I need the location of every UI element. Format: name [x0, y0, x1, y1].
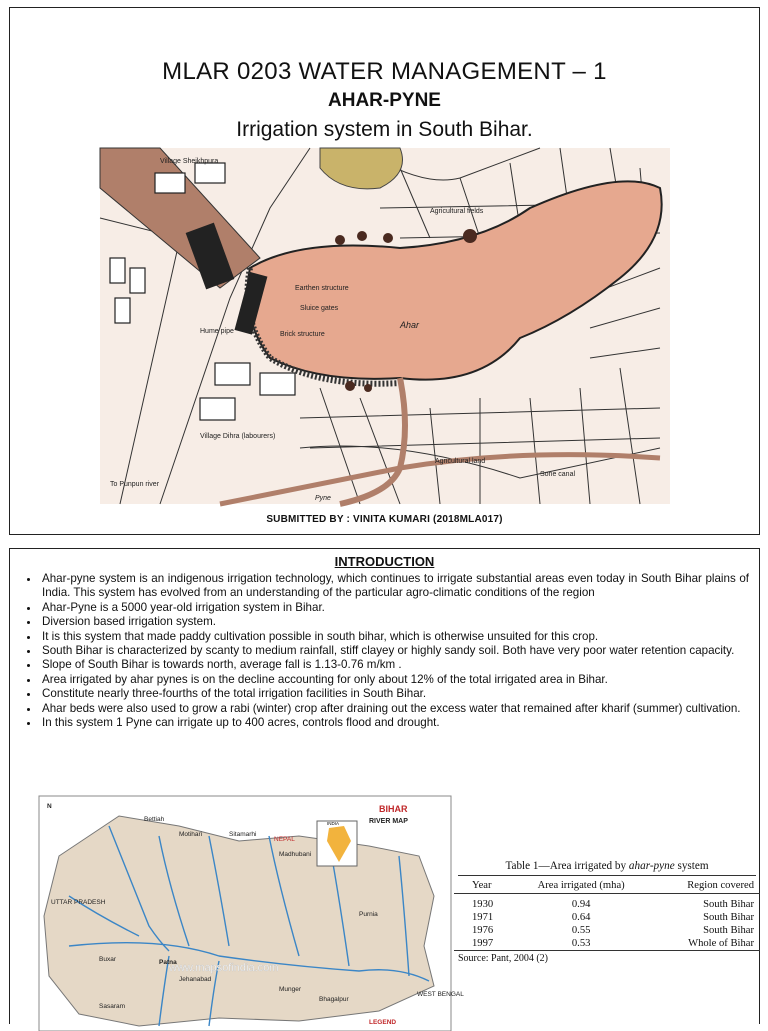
map-title: BIHAR — [379, 804, 408, 814]
label-fields: Agricultural fields — [430, 208, 484, 215]
bullet-list — [24, 572, 749, 730]
irrigation-table — [454, 858, 760, 998]
map-place-purnia: Purnia — [359, 911, 378, 918]
map-india-label: INDIA — [327, 821, 340, 826]
col-header: Area irrigated (mha) — [537, 880, 625, 891]
introduction-slide — [9, 548, 760, 1024]
map-place-munger: Munger — [279, 986, 302, 993]
bullet-item: • Diversion based irrigation system. — [40, 615, 749, 629]
label-village-bottom: Village Dihra (labourers) — [200, 433, 276, 440]
map-legend-label: LEGEND — [369, 1019, 397, 1026]
table-source: Source: Pant, 2004 (2) — [458, 953, 548, 964]
course-title: MLAR 0203 WATER MANAGEMENT – 1 — [162, 58, 607, 85]
section-heading: INTRODUCTION — [334, 554, 435, 569]
table-row — [454, 894, 760, 912]
table-row — [454, 924, 760, 937]
cell-region: Whole of Bihar — [688, 938, 754, 949]
bullet-item: • Constitute nearly three-fourths of the total irrigation facilities in South Bihar. — [40, 687, 749, 701]
table-caption-suffix: system — [674, 860, 709, 872]
label-sluice: Sluice gates — [300, 305, 339, 312]
cell-region: South Bihar — [703, 925, 754, 936]
topic-title: AHAR-PYNE — [328, 90, 441, 111]
table-caption-prefix: Table 1—Area irrigated by — [505, 860, 629, 872]
bullet-item: • Ahar beds were also used to grow a rabi (winter) crop after draining out the excess water that remained after kharif (summer) cultivation. — [40, 702, 749, 716]
map-place-madhubani: Madhubani — [279, 851, 312, 858]
cell-year: 1930 — [472, 899, 494, 910]
cell-year: 1997 — [472, 938, 494, 949]
map-place-jehanabad: Jehanabad — [179, 976, 212, 983]
bullet-item: • Ahar-Pyne is a 5000 year-old irrigation system in Bihar. — [40, 601, 749, 615]
table-row — [454, 911, 760, 924]
cell-area: 0.55 — [571, 925, 591, 936]
label-brick: Brick structure — [280, 331, 325, 338]
map-nepal-label: NEPAL — [274, 836, 295, 843]
bullet-item: • Slope of South Bihar is towards north, average fall is 1.13-0.76 m/km . — [40, 658, 749, 672]
label-punpun: To Punpun river — [110, 481, 160, 488]
col-header: Year — [472, 880, 492, 891]
map-place-patna: Patna — [159, 959, 177, 966]
map-watermark: www.mapsofindia.com — [169, 962, 279, 974]
label-ahar: Ahar — [400, 320, 420, 330]
bullet-item: • It is this system that made paddy cultivation possible in south bihar, which is otherwise unsuited for this crop. — [40, 630, 749, 644]
cell-region: South Bihar — [703, 912, 754, 923]
bullet-item: • In this system 1 Pyne can irrigate up to 400 acres, controls flood and drought. — [40, 716, 749, 730]
bullet-item: • Area irrigated by ahar pynes is on the decline accounting for only about 12% of the total irrigated area in Bihar. — [40, 673, 749, 687]
cell-area: 0.53 — [571, 938, 591, 949]
label-sone: Sone canal — [540, 471, 576, 478]
label-pyne: Pyne — [315, 495, 331, 502]
label-earthen: Earthen structure — [295, 285, 349, 292]
cell-area: 0.94 — [571, 899, 591, 910]
label-village-top: Village Sheikhpura — [160, 158, 219, 165]
title-slide — [9, 7, 760, 535]
map-up-label: UTTAR PRADESH — [51, 899, 106, 906]
topic-subtitle: Irrigation system in South Bihar. — [236, 118, 533, 141]
bullet-item: • Ahar-pyne system is an indigenous irrigation technology, which continues to irrigate substantial areas even today in South Bihar plains of India. This system has evolved from an understanding of the particular agro-climatic conditions of the region — [40, 572, 749, 601]
map-place-motihari: Motihari — [179, 831, 203, 838]
map-place-sasaram: Sasaram — [99, 1003, 126, 1010]
table-caption — [454, 860, 760, 872]
cell-region: South Bihar — [703, 899, 754, 910]
bihar-river-map — [39, 796, 464, 1031]
map-place-sitamarhi: Sitamarhi — [229, 831, 257, 838]
submitted-by: SUBMITTED BY : VINITA KUMARI (2018MLA017) — [266, 514, 503, 525]
map-north-label: N — [47, 803, 52, 810]
map-place-bhagalpur: Bhagalpur — [319, 996, 349, 1003]
table-row — [454, 937, 760, 951]
label-agri-land: Agricultural land — [435, 458, 486, 465]
data-table — [454, 876, 760, 951]
cell-year: 1976 — [472, 925, 494, 936]
map-place-bettiah: Bettiah — [144, 816, 165, 823]
map-subtitle: RIVER MAP — [369, 818, 408, 825]
col-header: Region covered — [687, 880, 754, 891]
cell-year: 1971 — [472, 912, 494, 923]
table-caption-em: ahar-pyne — [628, 860, 675, 872]
map-place-buxar: Buxar — [99, 956, 116, 963]
cell-area: 0.64 — [571, 912, 591, 923]
map-wb-label: WEST BENGAL — [417, 991, 464, 998]
bullet-item: • South Bihar is characterized by scanty to medium rainfall, stiff clayey or highly sandy soil. Both have very poor water retention capacity. — [40, 644, 749, 658]
ahar-pyne-diagram — [100, 148, 670, 504]
label-hume: Hume pipe — [200, 328, 234, 335]
